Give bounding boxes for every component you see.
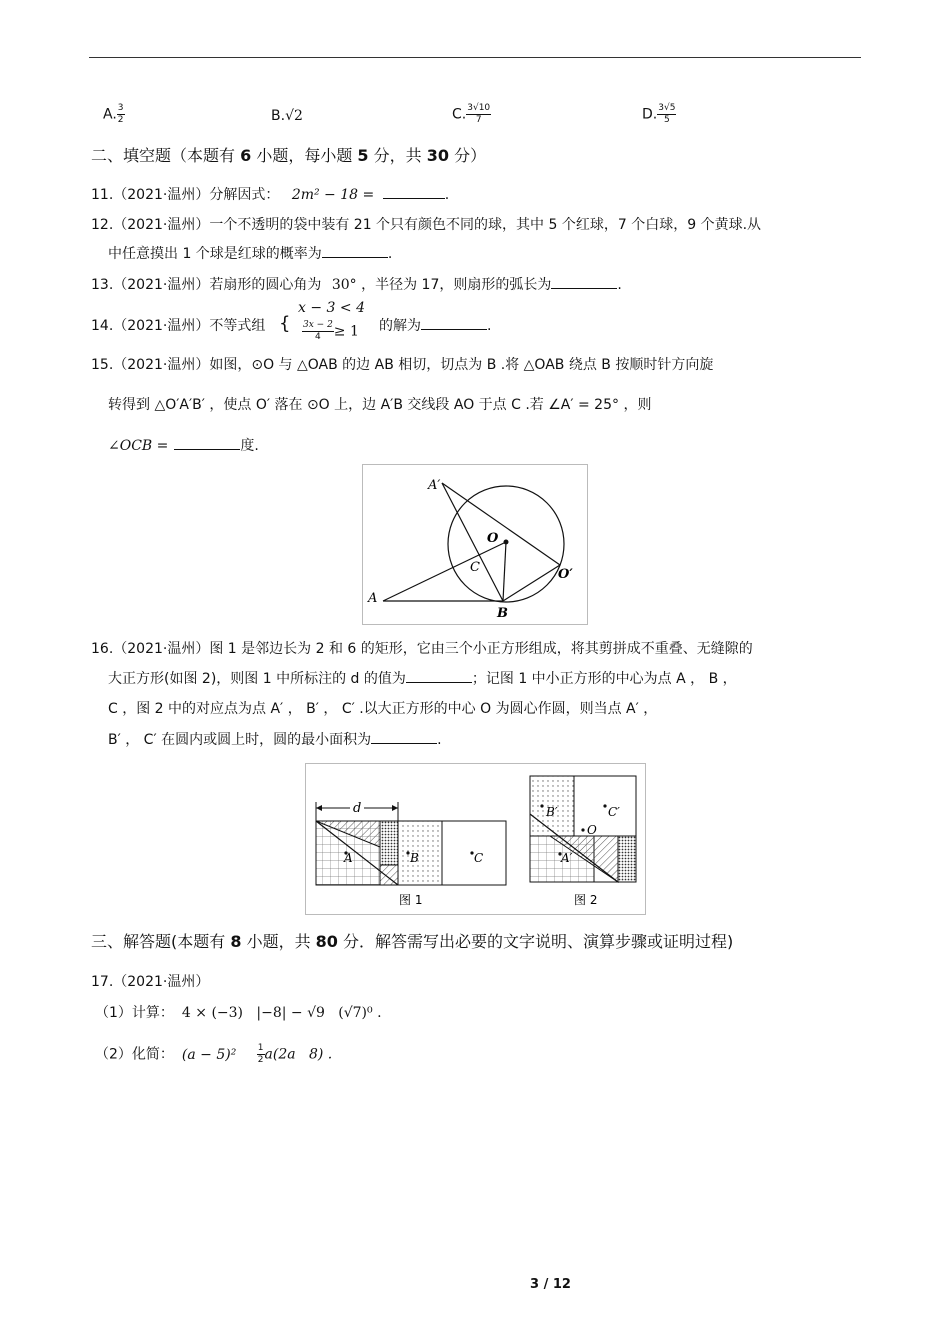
question-16-line3: C ，图 2 中的对应点为点 A′ ， B′ ， C′ .以大正方形的中心 O 为圆心作圆，则当点 A′ ， [108, 701, 658, 717]
answer-blank[interactable] [406, 669, 472, 683]
section-3-heading: 三、解答题(本题有 8 小题，共 80 分．解答需写出必要的文字说明、演算步骤或证明过程) [91, 932, 734, 951]
system-brace: { [279, 313, 291, 334]
question-12-line2: 中任意摸出 1 个球是红球的概率为 . [108, 246, 393, 262]
answer-blank[interactable] [383, 185, 445, 199]
question-15-line3: ∠OCB = 度. [108, 438, 259, 454]
fig1-caption: 图 1 [399, 893, 423, 907]
question-14-tail: 的解为 . [379, 318, 492, 334]
page-number: 3 / 12 [530, 1277, 571, 1292]
fig2-caption: 图 2 [574, 893, 598, 907]
question-17-part-2: （2）化简： (a − 5)² $\frac{1}{2}$ a(2a 8) . [95, 1043, 333, 1065]
fig1-label-a: A [344, 851, 353, 865]
question-16-line2: 大正方形(如图 2)，则图 1 中所标注的 d 的值为 ；记图 1 中小正方形的中心为点 A ， B ， [108, 671, 737, 687]
label-o-prime: O′ [558, 567, 573, 582]
figure-15 [362, 464, 588, 625]
figure-15-diagram [363, 465, 587, 624]
fig2-dense-strip [618, 836, 636, 882]
center-dot [504, 540, 509, 545]
fig2-label-o: O [587, 823, 597, 837]
fig1-label-c: C [474, 851, 484, 865]
section-2-heading: 二、填空题（本题有 6 小题，每小题 5 分，共 30 分） [91, 146, 487, 165]
fig2-label-a-prime: A′ [561, 851, 573, 865]
question-15-line2: 转得到 △O′A′B′ ，使点 O′ 落在 ⊙O 上，边 A′B 交线段 AO 于点 C .若 ∠A′ = 25° ，则 [108, 397, 652, 413]
question-12: 12.（2021·温州）一个不透明的袋中装有 21 个只有颜色不同的球，其中 5 个红球，7 个白球，9 个黄球.从 [91, 217, 762, 233]
option-d: D. $\frac{3√5}{5}$ [642, 103, 676, 125]
fig2-label-c-prime: C′ [608, 805, 620, 819]
question-14: 14.（2021·温州）不等式组 [91, 318, 266, 334]
question-17-part-1: （1）计算： 4 × (−3) |−8| − √9 (√7)⁰ . [95, 1005, 382, 1021]
option-c-fraction: $\frac{3√10}{7}$ [467, 103, 491, 125]
option-d-fraction: $\frac{3√5}{5}$ [658, 103, 676, 125]
option-c: C. $\frac{3√10}{7}$ [452, 103, 491, 125]
question-11: 11.（2021·温州）分解因式： 2m² − 18 = . [91, 187, 450, 203]
question-13: 13.（2021·温州）若扇形的圆心角为 30° ，半径为 17，则扇形的弧长为 . [91, 277, 622, 293]
question-16-line4: B′ ， C′ 在圆内或圆上时，圆的最小面积为 . [108, 732, 442, 748]
answer-blank[interactable] [421, 316, 487, 330]
answer-blank[interactable] [322, 244, 388, 258]
option-a: A. $\frac{3}{2}$ [103, 103, 124, 125]
answer-blank[interactable] [174, 436, 240, 450]
inequality-2: $\frac{3x - 2}{4}$ ≥ 1 [303, 320, 359, 342]
question-17: 17.（2021·温州） [91, 974, 210, 990]
question-16: 16.（2021·温州）图 1 是邻边长为 2 和 6 的矩形，它由三个小正方形组成，将其剪拼成不重叠、无缝隙的 [91, 641, 753, 657]
fig1-label-b: B [410, 851, 419, 865]
question-15: 15.（2021·温州）如图，⊙O 与 △OAB 的边 AB 相切，切点为 B .将 △OAB 绕点 B 按顺时针方向旋 [91, 357, 714, 373]
fig1-label-d: d [353, 801, 362, 816]
fig1-square-b [398, 821, 442, 885]
label-a-prime: A′ [428, 478, 441, 493]
label-o: O [487, 531, 499, 546]
segment-ob [503, 542, 506, 601]
option-b: B.√2 [271, 108, 303, 124]
segment-a-prime-o-prime [442, 483, 560, 565]
header-rule [89, 57, 861, 58]
answer-blank[interactable] [371, 730, 437, 744]
label-c: C [470, 560, 480, 575]
label-a: A [368, 591, 378, 606]
label-b: B [497, 606, 508, 621]
figure-16-diagram [306, 764, 645, 914]
option-a-fraction: $\frac{3}{2}$ [117, 103, 124, 125]
figure-16 [305, 763, 646, 915]
answer-blank[interactable] [551, 275, 617, 289]
fig2-label-b-prime: B′ [546, 805, 558, 819]
fig1-dense-strip [380, 821, 398, 865]
inequality-1: x − 3 < 4 [298, 300, 365, 316]
